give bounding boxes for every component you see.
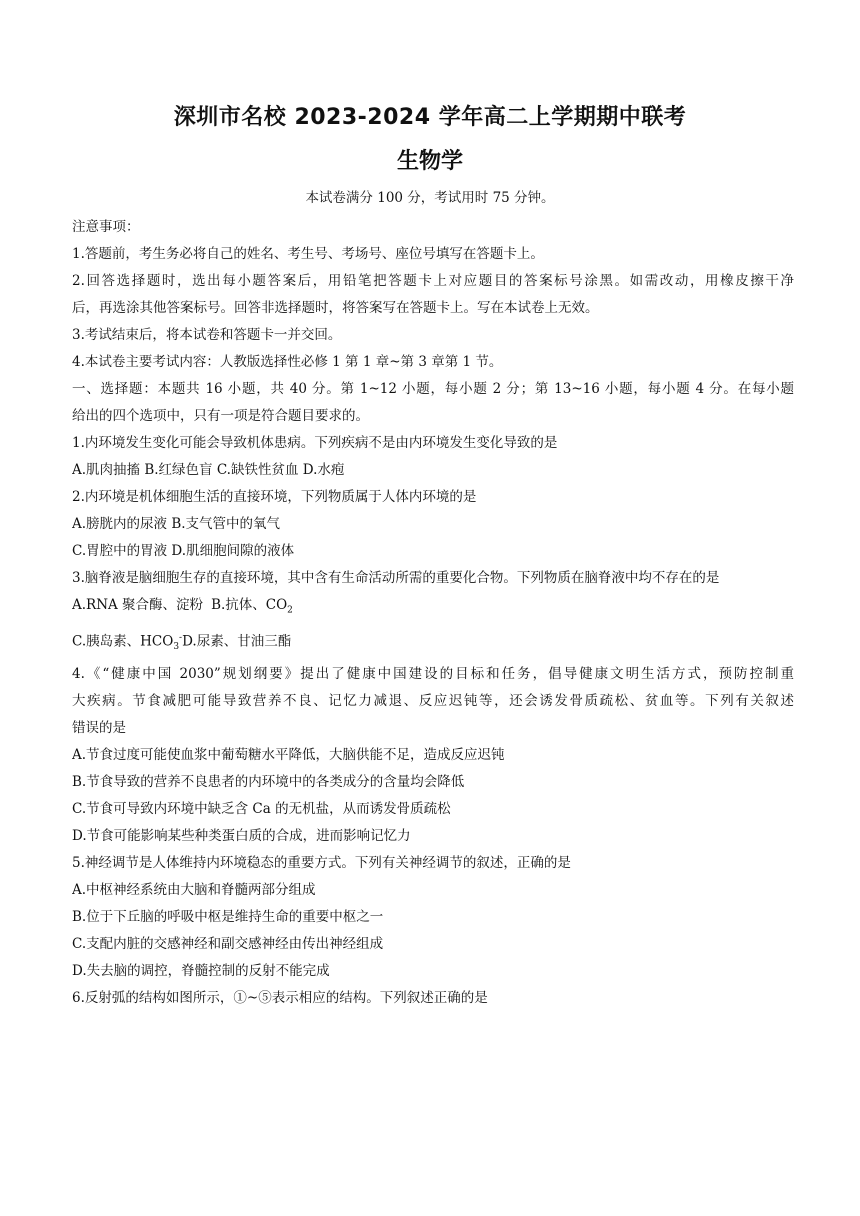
question-6-stem: 6.反射弧的结构如图所示，①~⑤表示相应的结构。下列叙述正确的是: [72, 989, 488, 1006]
exam-score-time-note: 本试卷满分 100 分，考试用时 75 分钟。: [305, 190, 555, 206]
question-5-stem: 5.神经调节是人体维持内环境稳态的重要方式。下列有关神经调节的叙述，正确的是: [72, 854, 571, 871]
question-2-stem: 2.内环境是机体细胞生活的直接环境，下列物质属于人体内环境的是: [72, 489, 477, 505]
question-5-option-b: B.位于下丘脑的呼吸中枢是维持生命的重要中枢之一: [72, 908, 384, 925]
section-1-heading-line-2: 给出的四个选项中，只有一项是符合题目要求的。: [72, 408, 369, 424]
instruction-item-1: 1.答题前，考生务必将自己的姓名、考生号、考场号、座位号填写在答题卡上。: [72, 246, 544, 262]
question-4-stem-line-3: 错误的是: [72, 719, 126, 736]
instruction-item-4: 4.本试卷主要考试内容：人教版选择性必修 1 第 1 章~第 3 章第 1 节。: [72, 354, 503, 370]
instructions-heading: 注意事项：: [72, 219, 140, 235]
question-4-option-d: D.节食可能影响某些种类蛋白质的合成，进而影响记忆力: [72, 827, 411, 844]
question-4-option-c: C.节食可导致内环境中缺乏含 Ca 的无机盐，从而诱发骨质疏松: [72, 800, 451, 817]
question-5-option-c: C.支配内脏的交感神经和副交感神经由传出神经组成: [72, 935, 384, 952]
question-5-option-a: A.中枢神经系统由大脑和脊髓两部分组成: [72, 881, 316, 898]
question-3-options-cd: [72, 625, 794, 661]
question-4-stem-line-2: 大疾病。节食减肥可能导致营养不良、记忆力减退、反应迟钝等，还会诱发骨质疏松、贫血等。下列有关叙述: [72, 692, 794, 709]
section-1-heading-line-1: 一、选择题：本题共 16 小题，共 40 分。第 1~12 小题，每小题 2 分；第 13~16 小题，每小题 4 分。在每小题: [72, 381, 794, 397]
co2-subscript: 2: [287, 605, 293, 616]
question-3-option-b: B.抗体、CO: [211, 597, 288, 613]
question-3-option-c: C.胰岛素、HCO: [72, 633, 174, 650]
instruction-item-2-line-1: 2.回答选择题时，选出每小题答案后，用铅笔把答题卡上对应题目的答案标号涂黑。如需改动，用橡皮擦干净: [72, 273, 794, 289]
question-4-option-a: A.节食过度可能使血浆中葡萄糖水平降低，大脑供能不足，造成反应迟钝: [72, 746, 505, 763]
question-2-options-cd: C.胃腔中的胃液 D.肌细胞间隙的液体: [72, 543, 295, 559]
hco3-charge-superscript: -: [179, 632, 183, 643]
question-3-option-d: D.尿素、甘油三酯: [182, 633, 292, 650]
question-1-stem: 1.内环境发生变化可能会导致机体患病。下列疾病不是由内环境发生变化导致的是: [72, 435, 558, 451]
question-2-options-ab: A.膀胱内的尿液 B.支气管中的氧气: [72, 516, 281, 532]
question-5-option-d: D.失去脑的调控，脊髓控制的反射不能完成: [72, 962, 330, 979]
instruction-item-2-line-2: 后，再选涂其他答案标号。回答非选择题时，将答案写在答题卡上。写在本试卷上无效。: [72, 300, 599, 316]
instruction-item-3: 3.考试结束后，将本试卷和答题卡一并交回。: [72, 327, 342, 343]
question-3-options-ab: [72, 592, 794, 625]
exam-title: 深圳市名校 2023-2024 学年高二上学期期中联考: [173, 105, 687, 130]
question-4-stem-line-1: 4.《“健康中国 2030”规划纲要》提出了健康中国建设的目标和任务，倡导健康文明生活方式，预防控制重: [72, 665, 794, 682]
hco3-subscript: 3: [173, 641, 180, 652]
question-3-option-a: A.RNA 聚合酶、淀粉: [72, 597, 204, 613]
subject-title: 生物学: [396, 149, 463, 174]
question-3-stem: 3.脑脊液是脑细胞生存的直接环境，其中含有生命活动所需的重要化合物。下列物质在脑脊液中均不存在的是: [72, 570, 720, 586]
question-1-options: A.肌肉抽搐 B.红绿色盲 C.缺铁性贫血 D.水疱: [72, 462, 345, 478]
question-4-option-b: B.节食导致的营养不良患者的内环境中的各类成分的含量均会降低: [72, 773, 465, 790]
exam-body: [72, 214, 794, 1012]
